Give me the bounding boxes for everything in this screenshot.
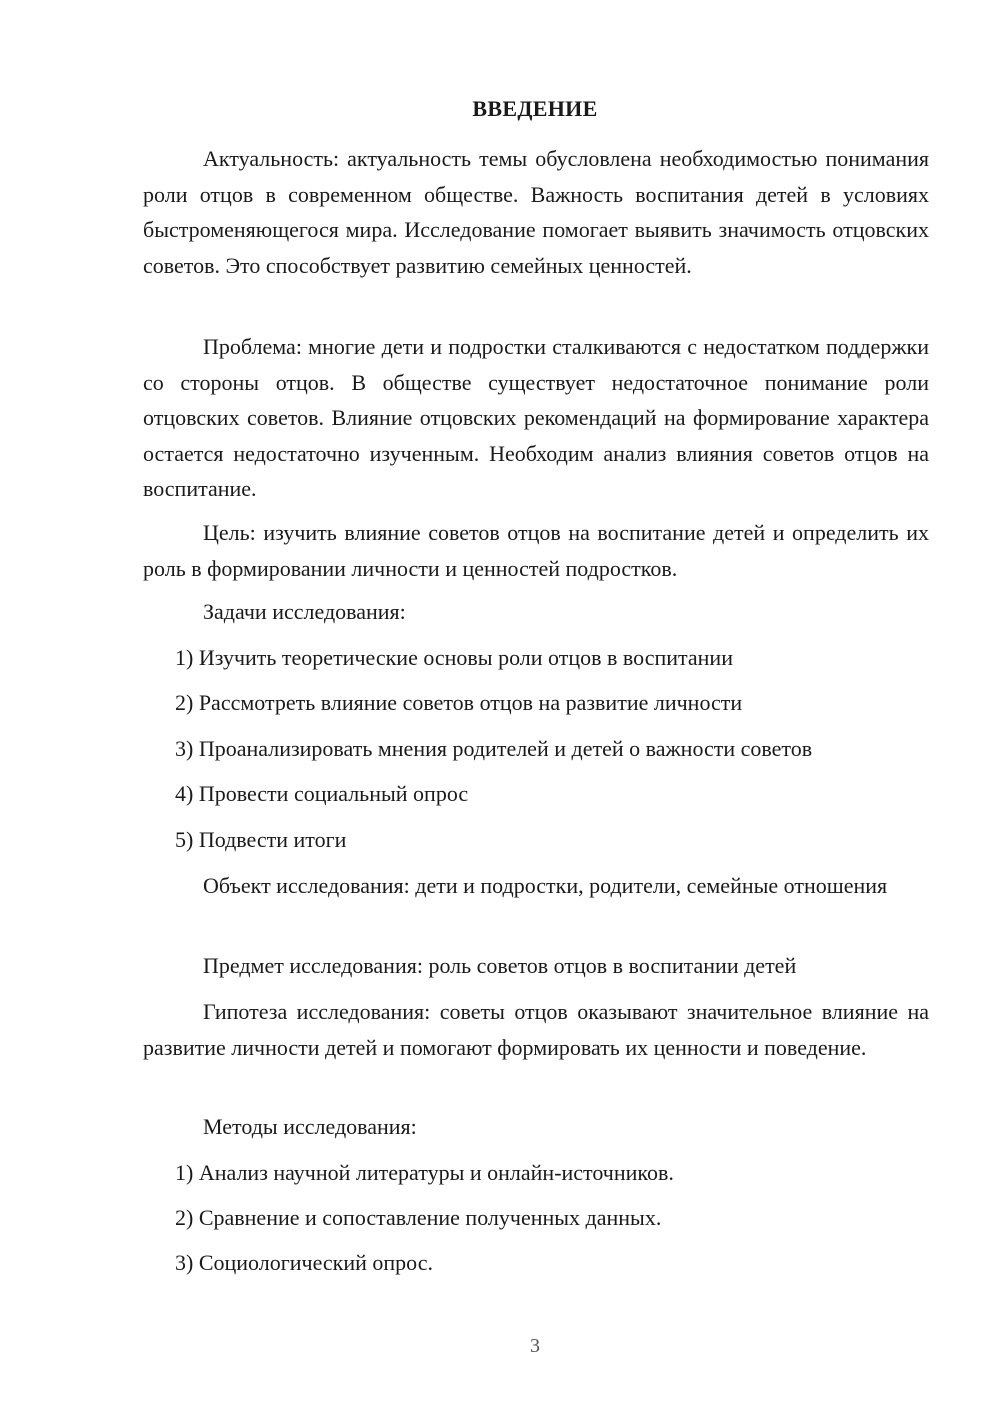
tasks-heading: Задачи исследования: bbox=[203, 599, 406, 624]
problem-paragraph: Проблема: многие дети и подростки сталкиваются с недостатком поддержки со стороны отцов. В обществе существует недостаточное понимание роли отцовских советов. Влияние отцовских рекомендаций на формирование характера остается недостаточно изученным. Необходим анализ влияния советов отцов на воспитание. bbox=[143, 334, 929, 501]
section-heading: ВВЕДЕНИЕ bbox=[472, 96, 598, 121]
subject-paragraph: Предмет исследования: роль советов отцов в воспитании детей bbox=[203, 953, 797, 978]
object-paragraph: Объект исследования: дети и подростки, родители, семейные отношения bbox=[203, 873, 888, 898]
relevance-paragraph: Актуальность: актуальность темы обусловлена необходимостью понимания роли отцов в современном обществе. Важность воспитания детей в условиях быстроменяющегося мира. Исследование помогает выявить значимость отцовских советов. Это способствует развитию семейных ценностей. bbox=[143, 146, 929, 278]
method-item: 1) Анализ научной литературы и онлайн-источников. bbox=[175, 1160, 674, 1185]
method-item: 2) Сравнение и сопоставление полученных данных. bbox=[175, 1205, 662, 1230]
task-item: 3) Проанализировать мнения родителей и детей о важности советов bbox=[175, 736, 813, 761]
task-item: 1) Изучить теоретические основы роли отцов в воспитании bbox=[175, 645, 733, 670]
page-number: 3 bbox=[530, 1335, 540, 1357]
goal-paragraph: Цель: изучить влияние советов отцов на воспитание детей и определить их роль в формировании личности и ценностей подростков. bbox=[143, 520, 929, 581]
task-item: 2) Рассмотреть влияние советов отцов на развитие личности bbox=[175, 690, 743, 715]
task-item: 5) Подвести итоги bbox=[175, 827, 347, 852]
methods-heading: Методы исследования: bbox=[203, 1114, 417, 1139]
hypothesis-paragraph: Гипотеза исследования: советы отцов оказывают значительное влияние на развитие личности детей и помогают формировать их ценности и поведение. bbox=[143, 999, 929, 1060]
method-item: 3) Социологический опрос. bbox=[175, 1250, 433, 1275]
task-item: 4) Провести социальный опрос bbox=[175, 781, 469, 806]
